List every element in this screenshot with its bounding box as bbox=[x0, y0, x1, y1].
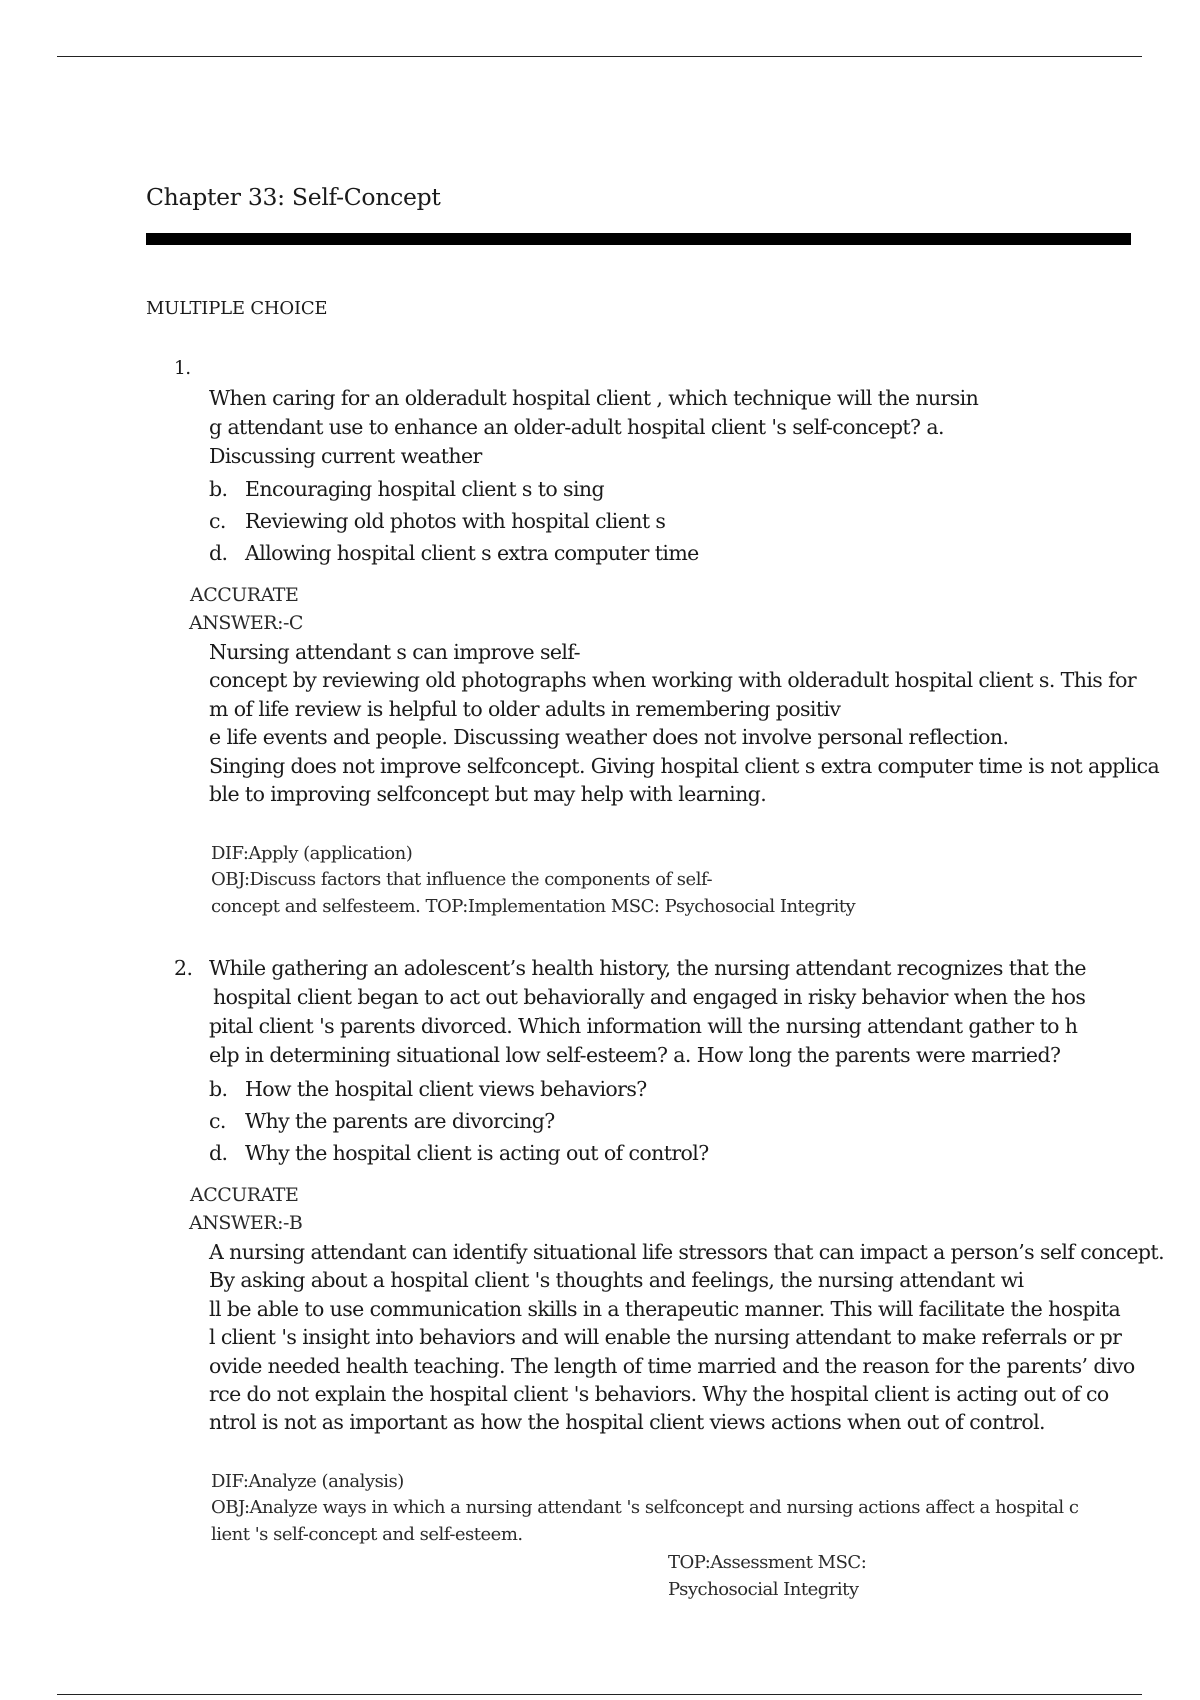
answer-label: ACCURATE bbox=[190, 584, 299, 606]
rationale-line: By asking about a hospital client 's thoughts and feelings, the nursing attendant wi bbox=[209, 1268, 1024, 1292]
answer-value: ANSWER:-C bbox=[189, 612, 303, 634]
rationale-line: l client 's insight into behaviors and will enable the nursing attendant to make referrals or pr bbox=[209, 1325, 1122, 1349]
section-heading: MULTIPLE CHOICE bbox=[146, 298, 328, 319]
rationale-line: ll be able to use communication skills in a therapeutic manner. This will facilitate the hospita bbox=[209, 1297, 1121, 1321]
answer-option-d: d. Allowing hospital client s extra computer time bbox=[209, 541, 699, 565]
rationale-line: e life events and people. Discussing weather does not involve personal reflection. bbox=[209, 725, 1009, 749]
question-number: 2. bbox=[174, 956, 193, 980]
rationale-line: m of life review is helpful to older adults in remembering positiv bbox=[209, 697, 841, 721]
question-stem-line: elp in determining situational low self-esteem? a. How long the parents were married? bbox=[209, 1043, 1061, 1067]
answer-option-c: c. Why the parents are divorcing? bbox=[209, 1109, 555, 1133]
objective-meta: OBJ:Analyze ways in which a nursing attendant 's selfconcept and nursing actions affect a hospital c bbox=[211, 1497, 1079, 1518]
rationale-line: ntrol is not as important as how the hospital client views actions when out of control. bbox=[209, 1410, 1045, 1434]
topic-meta: TOP:Assessment MSC: bbox=[668, 1552, 867, 1573]
answer-option-b: b. How the hospital client views behaviors? bbox=[209, 1077, 647, 1101]
title-underline-bar bbox=[146, 233, 1131, 245]
topic-meta: concept and selfesteem. TOP:Implementation MSC: Psychosocial Integrity bbox=[211, 896, 856, 917]
page-bottom-rule bbox=[57, 1694, 1142, 1695]
rationale-line: A nursing attendant can identify situational life stressors that can impact a person’s self concept. bbox=[209, 1240, 1164, 1264]
question-stem-line: When caring for an olderadult hospital client , which technique will the nursin bbox=[209, 386, 979, 410]
objective-meta-continued: lient 's self-concept and self-esteem. bbox=[211, 1524, 523, 1545]
rationale-line: ovide needed health teaching. The length of time married and the reason for the parents’ divo bbox=[209, 1354, 1135, 1378]
answer-label: ACCURATE bbox=[190, 1184, 299, 1206]
rationale-line: ble to improving selfconcept but may help with learning. bbox=[209, 782, 767, 806]
rationale-line: Singing does not improve selfconcept. Giving hospital client s extra computer time is not applica bbox=[209, 754, 1160, 778]
rationale-line: rce do not explain the hospital client 's behaviors. Why the hospital client is acting out of co bbox=[209, 1382, 1109, 1406]
answer-value: ANSWER:-B bbox=[189, 1212, 303, 1234]
answer-option-d: d. Why the hospital client is acting out of control? bbox=[209, 1141, 709, 1165]
page-top-rule bbox=[57, 56, 1142, 57]
objective-meta: OBJ:Discuss factors that influence the components of self- bbox=[211, 869, 713, 890]
question-stem-line: Discussing current weather bbox=[209, 444, 482, 468]
category-meta: Psychosocial Integrity bbox=[668, 1579, 859, 1600]
difficulty-meta: DIF:Analyze (analysis) bbox=[211, 1471, 404, 1492]
question-stem-line: pital client 's parents divorced. Which information will the nursing attendant gather to h bbox=[209, 1014, 1078, 1038]
question-stem-line: While gathering an adolescent’s health history, the nursing attendant recognizes that the bbox=[209, 956, 1086, 980]
question-number: 1. bbox=[174, 358, 191, 379]
question-stem-line: g attendant use to enhance an older-adult hospital client 's self-concept? a. bbox=[209, 415, 944, 439]
answer-option-c: c. Reviewing old photos with hospital client s bbox=[209, 509, 666, 533]
rationale-line: Nursing attendant s can improve self- bbox=[209, 640, 580, 664]
difficulty-meta: DIF:Apply (application) bbox=[211, 843, 413, 864]
question-stem-line: hospital client began to act out behaviorally and engaged in risky behavior when the hos bbox=[213, 985, 1086, 1009]
answer-option-b: b. Encouraging hospital client s to sing bbox=[209, 477, 605, 501]
chapter-title: Chapter 33: Self-Concept bbox=[146, 183, 441, 211]
rationale-line: concept by reviewing old photographs when working with olderadult hospital client s. This for bbox=[209, 668, 1137, 692]
